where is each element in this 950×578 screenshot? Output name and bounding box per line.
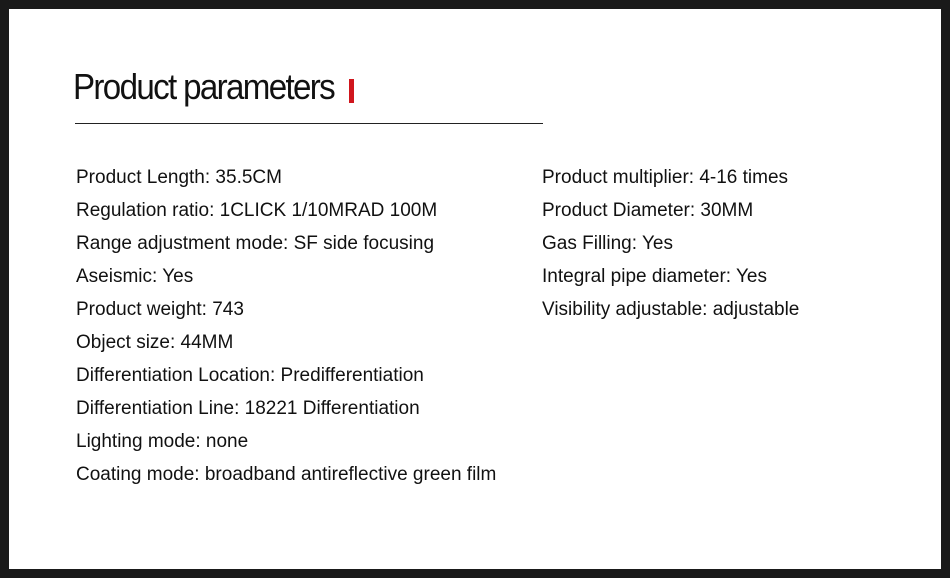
param-item: Visibility adjustable: adjustable bbox=[542, 299, 800, 320]
param-item: Product weight: 743 bbox=[76, 299, 244, 320]
title-row bbox=[73, 66, 354, 107]
param-item: Integral pipe diameter: Yes bbox=[542, 266, 767, 287]
page-title: Product parameters bbox=[73, 66, 335, 107]
param-item: Coating mode: broadband antireflective green film bbox=[76, 464, 497, 485]
title-divider bbox=[75, 123, 543, 124]
param-item: Product Diameter: 30MM bbox=[542, 200, 754, 221]
param-item: Differentiation Location: Predifferentiation bbox=[76, 365, 424, 386]
param-item: Aseismic: Yes bbox=[76, 266, 194, 287]
param-item: Product Length: 35.5CM bbox=[76, 167, 282, 188]
parameters-left-column bbox=[76, 166, 496, 496]
param-item: Product multiplier: 4-16 times bbox=[542, 167, 789, 188]
param-item: Gas Filling: Yes bbox=[542, 233, 673, 254]
content-card bbox=[9, 9, 941, 569]
param-item: Range adjustment mode: SF side focusing bbox=[76, 233, 435, 254]
parameters-right-column bbox=[542, 166, 799, 331]
param-item: Differentiation Line: 18221 Differentiation bbox=[76, 398, 420, 419]
param-item: Lighting mode: none bbox=[76, 431, 249, 452]
param-item: Object size: 44MM bbox=[76, 332, 234, 353]
param-item: Regulation ratio: 1CLICK 1/10MRAD 100M bbox=[76, 200, 438, 221]
title-accent-bar bbox=[349, 79, 354, 103]
